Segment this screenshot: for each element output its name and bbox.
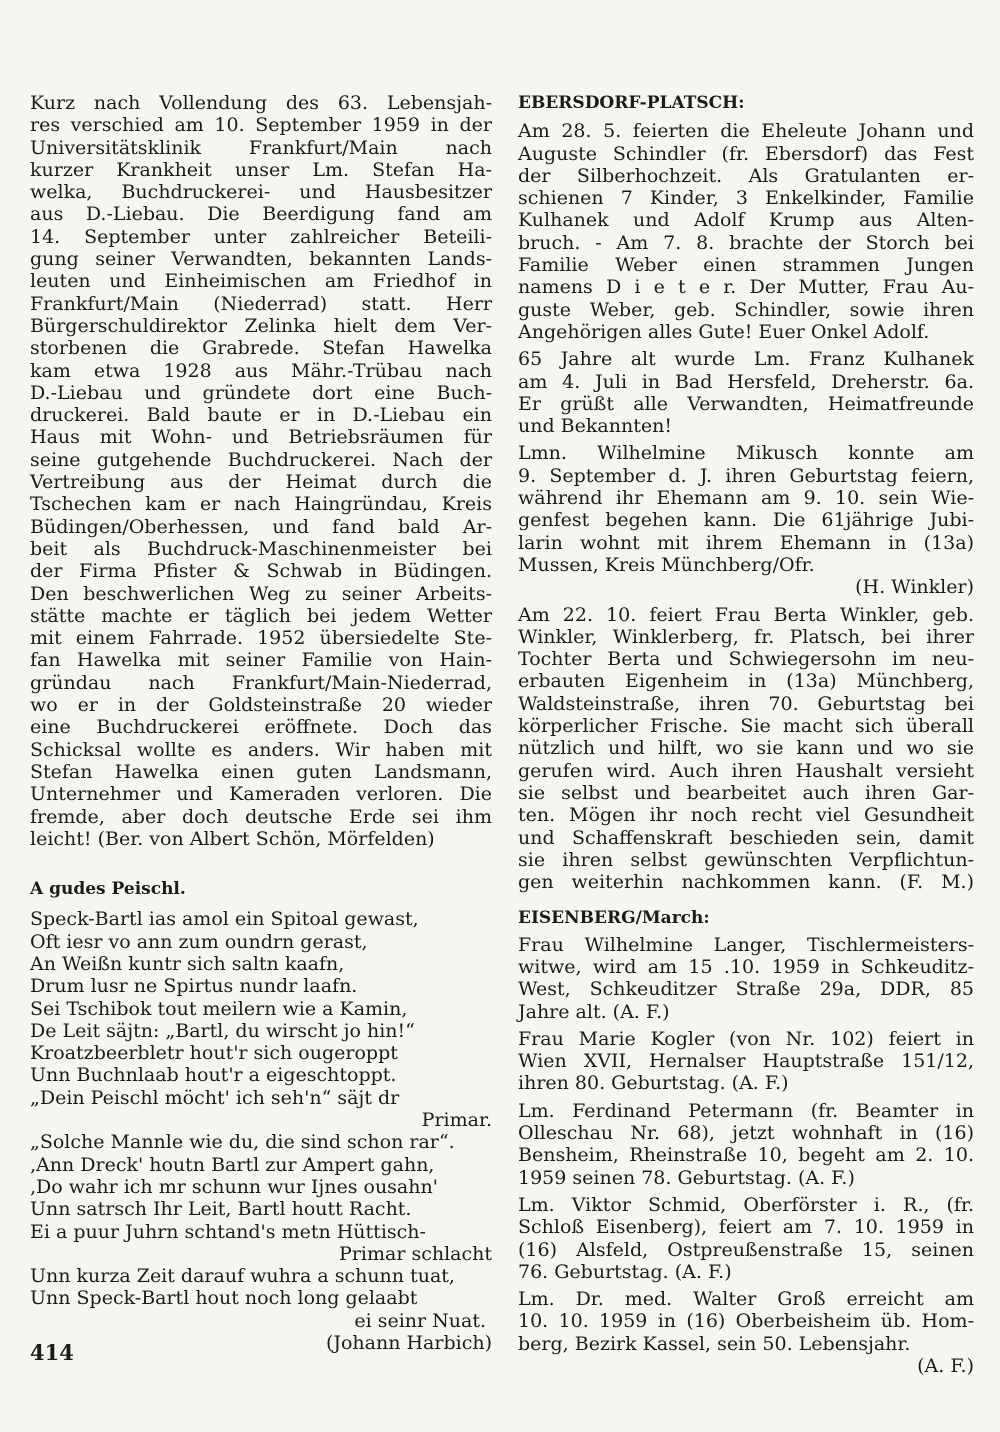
- text-line: guste Weber, geb. Schindler, sowie ihren: [518, 298, 974, 321]
- text-line: Lm. Viktor Schmid, Oberförster i. R., (fr.: [518, 1193, 974, 1216]
- text-line: beit als Buchdruck-Maschinenmeister bei: [30, 537, 492, 560]
- page-number: 414: [30, 1340, 74, 1365]
- poem-line: Primar schlacht: [339, 1242, 492, 1265]
- text-line: Kulhanek und Adolf Krump aus Alten-: [518, 209, 974, 232]
- text-line: Am 28. 5. feierten die Eheleute Johann und: [518, 120, 974, 143]
- poem-line: Sei Tschibok tout meilern wie a Kamin,: [30, 997, 408, 1020]
- text-line: bruch. - Am 7. 8. brachte der Storch bei: [518, 231, 974, 254]
- text-line: Bensheim, Rheinstraße 10, begeht am 2. 10.: [518, 1144, 974, 1167]
- text-line: Winkler, Winklerberg, fr. Platsch, bei ihrer: [518, 625, 974, 648]
- text-line: druckerei. Bald baute er in D.-Liebau ein: [30, 404, 492, 427]
- text-line: Lmn. Wilhelmine Mikusch konnte am: [518, 442, 974, 465]
- text-line: larin wohnt mit ihrem Ehemann in (13a): [518, 531, 974, 554]
- text-line: Waldsteinstraße, ihren 70. Geburtstag bei: [518, 692, 974, 715]
- text-line: berg, Bezirk Kassel, sein 50. Lebensjahr.: [518, 1332, 911, 1355]
- poem-line: Kroatzbeerbletr hout'r sich ougeroppt: [30, 1042, 398, 1065]
- text-line: eine Buchdruckerei eröffnete. Doch das: [30, 716, 492, 739]
- paragraph-kulhanek: [518, 348, 974, 437]
- text-line: der Silberhochzeit. Als Gratulanten er-: [518, 164, 974, 187]
- text-line: Lm. Dr. med. Walter Groß erreicht am: [518, 1288, 974, 1311]
- text-line: während ihr Ehemann am 9. 10. sein Wie-: [518, 487, 974, 510]
- text-line: schienen 7 Kinder, 3 Enkelkinder, Familie: [518, 187, 974, 210]
- poem-title: A gudes Peischl.: [30, 879, 186, 900]
- text-line: leuten und Einheimischen am Friedhof in: [30, 270, 492, 293]
- poem-line: Unn kurza Zeit darauf wuhra a schunn tuat,: [30, 1265, 455, 1288]
- text-line: res verschied am 10. September 1959 in der: [30, 114, 492, 137]
- poem-author: (Johann Harbich): [325, 1332, 492, 1355]
- text-line: Am 22. 10. feiert Frau Berta Winkler, geb.: [518, 603, 974, 626]
- text-line: storbenen die Grabrede. Stefan Hawelka: [30, 337, 492, 360]
- paragraph-kogler: [518, 1028, 974, 1095]
- text-line: ihren 80. Geburtstag. (A. F.): [518, 1072, 789, 1095]
- author-credit: (A. F.): [917, 1355, 974, 1378]
- poem-line: Unn Speck-Bartl hout noch long gelaabt: [30, 1287, 418, 1310]
- poem-line: Oft iesr vo ann zum oundrn gerast,: [30, 930, 368, 953]
- right-column: [518, 92, 974, 1377]
- poem-line: Drum lusr ne Spirtus nundr laafn.: [30, 975, 358, 998]
- text-line: 65 Jahre alt wurde Lm. Franz Kulhanek: [518, 348, 974, 371]
- text-line: welka, Buchdruckerei- und Hausbesitzer: [30, 181, 492, 204]
- text-line: kurzer Krankheit unser Lm. Stefan Ha-: [30, 158, 492, 181]
- left-column: [30, 92, 492, 1354]
- text-line: am 4. Juli in Bad Hersfeld, Dreherstr. 6a.: [518, 370, 974, 393]
- text-line: Mussen, Kreis Münchberg/Ofr.: [518, 553, 815, 576]
- poem-line: De Leit säjtn: „Bartl, du wirscht jo hin!“: [30, 1019, 415, 1042]
- text-line: aus D.-Liebau. Die Beerdigung fand am: [30, 203, 492, 226]
- poem-line: „Dein Peischl möcht' ich seh'n“ säjt dr: [30, 1086, 400, 1109]
- text-line: Unternehmer und Kameraden verloren. Die: [30, 783, 492, 806]
- poem-line: ‚Do wahr ich mr schunn wur Ijnes ousahn': [30, 1175, 438, 1198]
- text-line: 9. September d. J. ihren Geburtstag feiern,: [518, 464, 974, 487]
- poem-line: Ei a puur Juhrn schtand's metn Hüttisch-: [30, 1220, 426, 1243]
- text-line: 14. September unter zahlreicher Beteili-: [30, 225, 492, 248]
- text-line: Angehörigen alles Gute! Euer Onkel Adolf.: [518, 320, 930, 343]
- poem-gudes-peischl: [30, 908, 492, 1354]
- text-line: Frau Wilhelmine Langer, Tischlermeisters-: [518, 933, 974, 956]
- text-line: Er grüßt alle Verwandten, Heimatfreunde: [518, 392, 974, 415]
- text-line: fan Hawelka mit seiner Familie von Hain-: [30, 649, 492, 672]
- text-line: der Firma Pfister & Schwab in Büdingen.: [30, 560, 492, 583]
- text-line: 1959 seinen 78. Geburtstag. (A. F.): [518, 1166, 855, 1189]
- poem-line: Primar.: [421, 1109, 492, 1132]
- text-line: und Schaffenskraft beschieden sein, damit: [518, 826, 974, 849]
- text-line: fremde, aber doch deutsche Erde sei ihm: [30, 805, 492, 828]
- text-line: Büdingen/Oberhessen, und fand bald Ar-: [30, 515, 492, 538]
- poem-line: Unn Buchnlaab hout'r a eigeschtoppt.: [30, 1064, 397, 1087]
- text-line: stätte machte er täglich bei jedem Wetter: [30, 604, 492, 627]
- section-title-eisenberg-march: EISENBERG/March:: [518, 908, 710, 929]
- author-credit: (H. Winkler): [855, 576, 974, 599]
- text-line: und Bekannten!: [518, 415, 672, 438]
- text-line: gen weiterhin nachkommen kann. (F. M.): [518, 871, 974, 894]
- text-line: West, Schkeuditzer Straße 29a, DDR, 85: [518, 978, 974, 1001]
- poem-line: An Weißn kuntr sich saltn kaafn,: [30, 952, 345, 975]
- text-line: Haus mit Wohn- und Betriebsräumen für: [30, 426, 492, 449]
- text-line: Frau Marie Kogler (von Nr. 102) feiert in: [518, 1027, 974, 1050]
- text-line: ten. Mögen ihr noch recht viel Gesundheit: [518, 804, 974, 827]
- text-line: witwe, wird am 15 .10. 1959 in Schkeuditz-: [518, 955, 974, 978]
- text-line: seine gutgehende Buchdruckerei. Nach der: [30, 448, 492, 471]
- text-line: sie selbst und bearbeitet auch ihren Gar-: [518, 781, 974, 804]
- text-line: leicht! (Ber. von Albert Schön, Mörfelden): [30, 827, 435, 850]
- text-line: Universitätsklinik Frankfurt/Main nach: [30, 136, 492, 159]
- text-line: Jahre alt. (A. F.): [518, 1000, 670, 1023]
- text-line: gerufen wird. Auch ihren Haushalt versieht: [518, 759, 974, 782]
- poem-line: „Solche Mannle wie du, die sind schon rar“.: [30, 1131, 455, 1154]
- text-line: Tschechen kam er nach Haingründau, Kreis: [30, 493, 492, 516]
- text-line: Lm. Ferdinand Petermann (fr. Beamter in: [518, 1099, 974, 1122]
- text-line: Frankfurt/Main (Niederrad) statt. Herr: [30, 292, 492, 315]
- text-line: Schicksal wollte es anders. Wir haben mit: [30, 738, 492, 761]
- text-line: Olleschau Nr. 68), jetzt wohnhaft in (16): [518, 1122, 974, 1145]
- text-line: genfest begehen kann. Die 61jährige Jubi-: [518, 509, 974, 532]
- poem-line: Unn satrsch Ihr Leit, Bartl houtt Racht.: [30, 1198, 412, 1221]
- text-line: nützlich und hilft, wo sie kann und wo sie: [518, 737, 974, 760]
- obituary-hawelka: [30, 92, 492, 850]
- paragraph-winkler: [518, 604, 974, 894]
- text-line: Schloß Eisenberg), feiert am 7. 10. 1959 in: [518, 1216, 974, 1239]
- poem-line: Speck-Bartl ias amol ein Spitoal gewast,: [30, 908, 419, 931]
- text-line: gründau nach Frankfurt/Main-Niederrad,: [30, 671, 492, 694]
- text-line: kam etwa 1928 aus Mähr.-Trübau nach: [30, 359, 492, 382]
- text-line: Familie Weber einen strammen Jungen: [518, 254, 974, 277]
- text-line: Auguste Schindler (fr. Ebersdorf) das Fest: [518, 142, 974, 165]
- paragraph-petermann: [518, 1100, 974, 1189]
- paragraph-mikusch: [518, 442, 974, 598]
- text-line: Vertreibung aus der Heimat durch die: [30, 471, 492, 494]
- text-line: (16) Alsfeld, Ostpreußenstraße 15, seinen: [518, 1238, 974, 1261]
- text-line: Bürgerschuldirektor Zelinka hielt dem Ver-: [30, 314, 492, 337]
- text-line: mit einem Fahrrade. 1952 übersiedelte Ste-: [30, 627, 492, 650]
- text-line: namens D i e t e r. Der Mutter, Frau Au-: [518, 276, 974, 299]
- text-line: wo er in der Goldsteinstraße 20 wieder: [30, 694, 492, 717]
- text-line: Stefan Hawelka einen guten Landsmann,: [30, 760, 492, 783]
- text-line: erbauten Eigenheim in (13a) Münchberg,: [518, 670, 974, 693]
- text-line: 10. 10. 1959 in (16) Oberbeisheim üb. Hom-: [518, 1310, 974, 1333]
- text-line: Tochter Berta und Schwiegersohn im neu-: [518, 648, 974, 671]
- poem-line: ei seinr Nuat.: [354, 1309, 486, 1332]
- text-line: gung seiner Verwandten, bekannten Lands-: [30, 248, 492, 271]
- section-title-ebersdorf-platsch: EBERSDORF-PLATSCH:: [518, 93, 745, 113]
- paragraph-gross: [518, 1288, 974, 1377]
- text-line: Den beschwerlichen Weg zu seiner Arbeits-: [30, 582, 492, 605]
- paragraph-langer: [518, 934, 974, 1023]
- paragraph-schmid: [518, 1194, 974, 1283]
- text-line: 76. Geburtstag. (A. F.): [518, 1260, 732, 1283]
- poem-line: ‚Ann Dreck' houtn Bartl zur Ampert gahn,: [30, 1153, 435, 1176]
- text-line: D.-Liebau und gründete dort eine Buch-: [30, 381, 492, 404]
- text-line: Kurz nach Vollendung des 63. Lebensjah-: [30, 92, 492, 114]
- text-line: Wien XVII, Hernalser Hauptstraße 151/12,: [518, 1050, 974, 1073]
- text-line: körperlicher Frische. Sie macht sich überall: [518, 715, 974, 738]
- text-line: sie ihren selbst gewünschten Verpflichtun-: [518, 848, 974, 871]
- paragraph-schindler: [518, 120, 974, 343]
